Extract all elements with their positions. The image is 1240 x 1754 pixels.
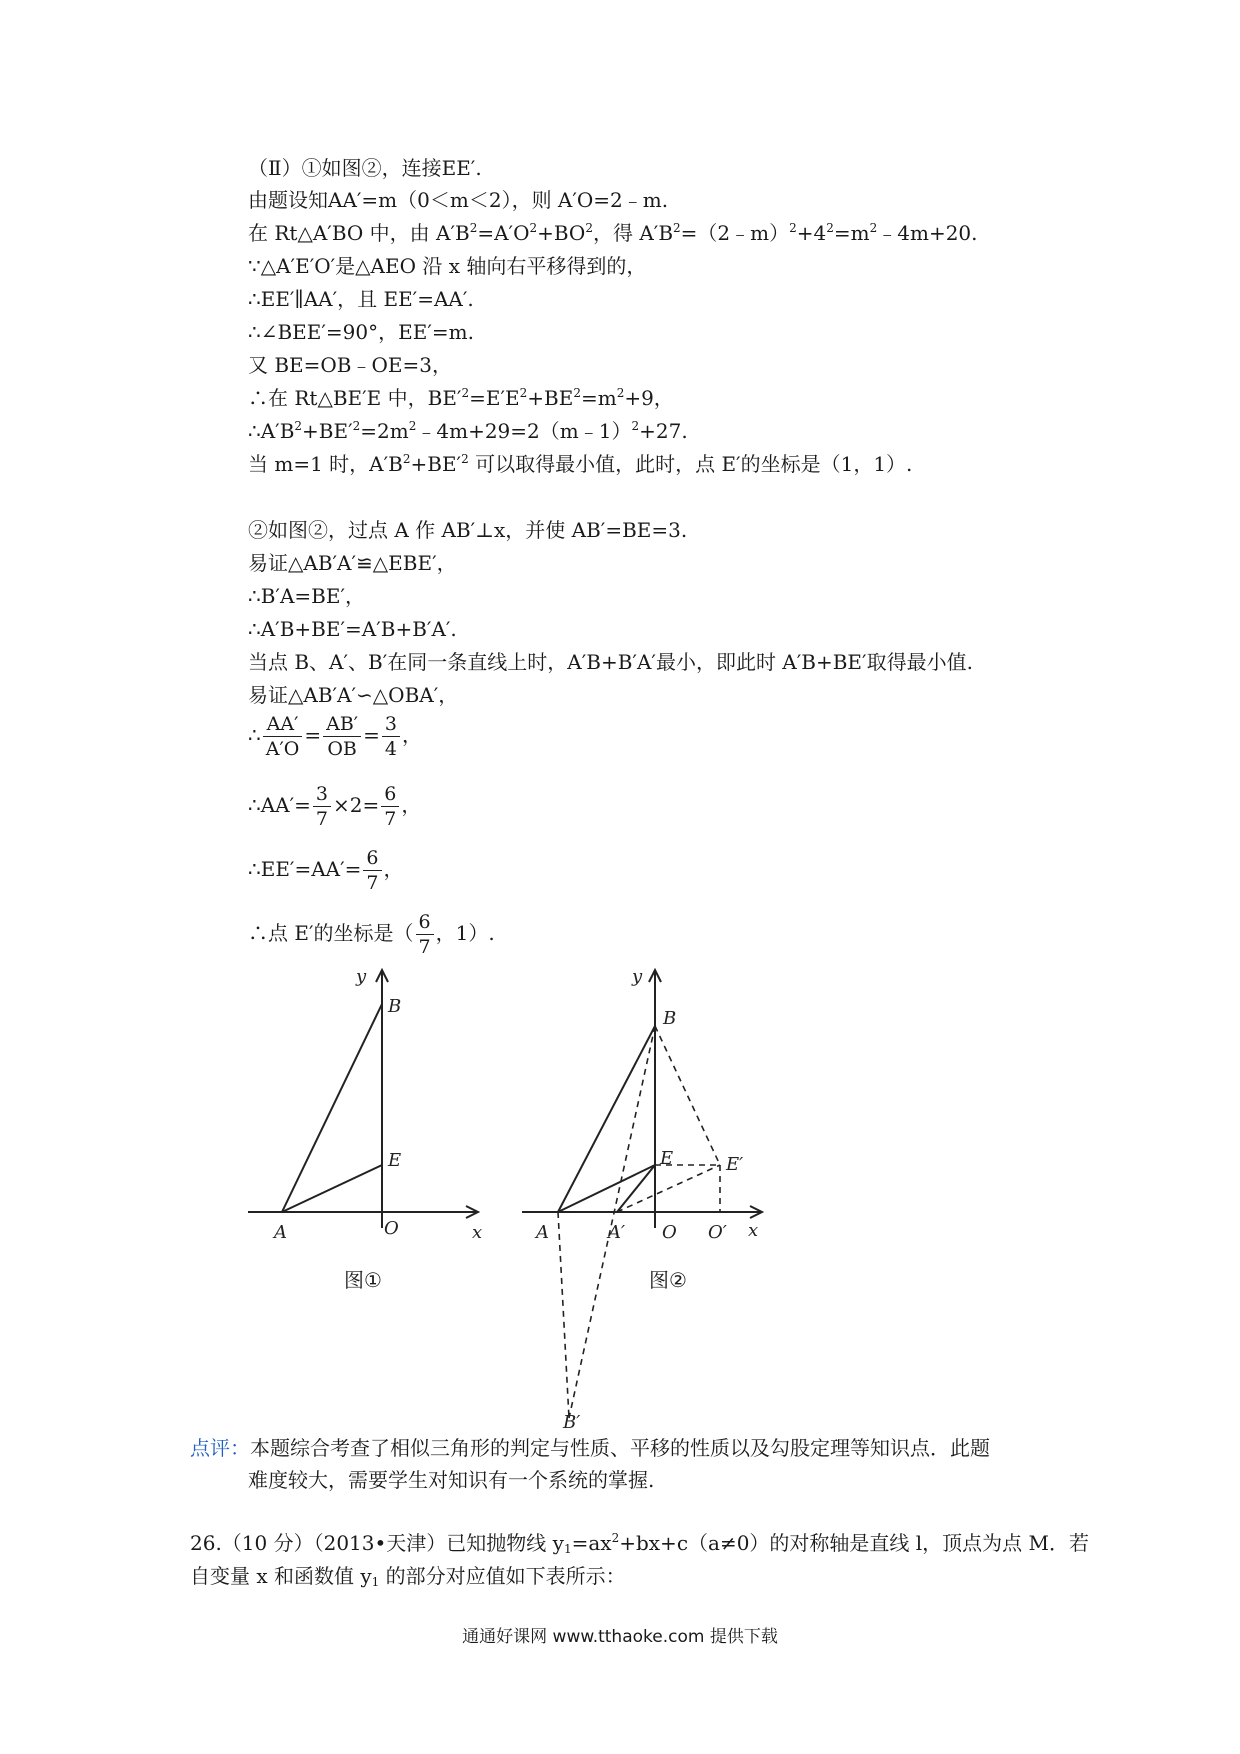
label-b: B <box>388 996 402 1017</box>
solution-line: 当 m=1 时，$A'B^2+BE'^2$ 可以取得最小值，此时，点 E′的坐标是（1，1）. <box>248 452 913 476</box>
label-a: A <box>274 1222 287 1243</box>
point-coordinate: ∴点 E′的坐标是（ $\frac{6}{7}$ ，1）. <box>248 911 495 958</box>
segment-a2e2 <box>617 1165 720 1212</box>
solution-line: 由题设知AA′=m（0＜m＜2），则 A′O=2﹣m. <box>248 188 669 212</box>
label-e-prime: E′ <box>726 1154 744 1175</box>
label-e: E <box>388 1150 402 1171</box>
solution-line: ②如图②，过点 A 作 AB′⊥x，并使 AB′=BE=3. <box>248 518 688 542</box>
segment-ab <box>282 1004 382 1212</box>
label-a: A <box>536 1222 549 1243</box>
label-y: y <box>356 966 367 987</box>
label-o-prime: O′ <box>708 1222 727 1243</box>
label-x: x <box>748 1220 759 1241</box>
label-o: O <box>384 1218 399 1239</box>
solution-line: ∵△A′E′O′是△AEO 沿 x 轴向右平移得到的， <box>248 254 647 278</box>
label-a-prime: A′ <box>608 1222 626 1243</box>
segment-be2 <box>655 1026 720 1165</box>
ee-equation: ∴EE′=AA′= $\frac{6}{7}$ ， <box>248 847 404 894</box>
solution-line: ∴EE′∥AA′，且 EE′=AA′. <box>248 287 474 311</box>
label-o: O <box>662 1222 677 1243</box>
question-26-line-2: 自变量 x 和函数值 $y_1$ 的部分对应值如下表所示： <box>190 1564 626 1589</box>
label-y: y <box>632 966 643 987</box>
solution-line: 在 Rt△A′BO 中，由 $A'B^2=A'O^2+BO^2$，得 $A'B^2=(2﹣m)^2+4^2=m^2﹣4m+20$. <box>248 221 978 245</box>
comment-tag: 点评： <box>190 1436 250 1460</box>
comment-line-1: 点评：本题综合考查了相似三角形的判定与性质、平移的性质以及勾股定理等知识点．此题 <box>190 1436 990 1460</box>
solution-line: 易证△AB′A′≌△EBE′， <box>248 551 457 575</box>
solution-line: 当点 B、A′、B′在同一条直线上时，A′B+B′A′最小，即此时 A′B+BE′取得最小值. <box>248 650 973 674</box>
label-e: E <box>660 1148 674 1169</box>
comment-line-2: 难度较大，需要学生对知识有一个系统的掌握. <box>248 1468 655 1492</box>
solution-line: 易证△AB′A′∽△OBA′， <box>248 683 459 707</box>
page-footer: 通通好课网 www.tthaoke.com 提供下载 <box>462 1627 778 1647</box>
part2-heading: （Ⅱ）①如图②，连接EE′. <box>248 156 482 180</box>
segment-a2e <box>617 1165 655 1212</box>
figure-2-caption: 图② <box>649 1268 687 1292</box>
label-b: B <box>663 1008 677 1029</box>
figure-2 <box>515 955 775 1430</box>
solution-line: ∴A′B+BE′=A′B+B′A′. <box>248 617 457 641</box>
solution-line: ∴∠BEE′=90°，EE′=m. <box>248 320 474 344</box>
figure-1-caption: 图① <box>344 1268 382 1292</box>
segment-ab2 <box>558 1212 569 1418</box>
aa-equation: ∴AA′= $\frac{3}{7}$ ×2= $\frac{6}{7}$ ， <box>248 783 422 830</box>
segment-ae <box>282 1165 382 1212</box>
question-26-line-1: 26.（10 分）（2013•天津）已知抛物线 $y_1=ax^2+bx+c(a\ne 0)$的对称轴是直线 l，顶点为点 M．若 <box>190 1531 1090 1556</box>
label-x: x <box>472 1222 483 1243</box>
solution-line: ∴B′A=BE′， <box>248 584 366 608</box>
ratio-equation: ∴ $\frac{AA'}{A'O}$ = $\frac{AB'}{OB}$ = $\frac{3}{4}$ ， <box>248 713 422 760</box>
solution-line: $\therefore A'B^2+BE'^2=2m^2﹣4m+29=2(m﹣1)^2+27$. <box>248 419 688 443</box>
label-b-prime: B′ <box>563 1412 581 1430</box>
solution-line: 又 BE=OB﹣OE=3， <box>248 353 452 377</box>
figure-1 <box>240 955 490 1245</box>
solution-line: ∴在 Rt△BE′E 中，$BE'^2=E'E^2+BE^2=m^2+9$， <box>248 386 674 410</box>
segment-ae <box>558 1165 655 1212</box>
